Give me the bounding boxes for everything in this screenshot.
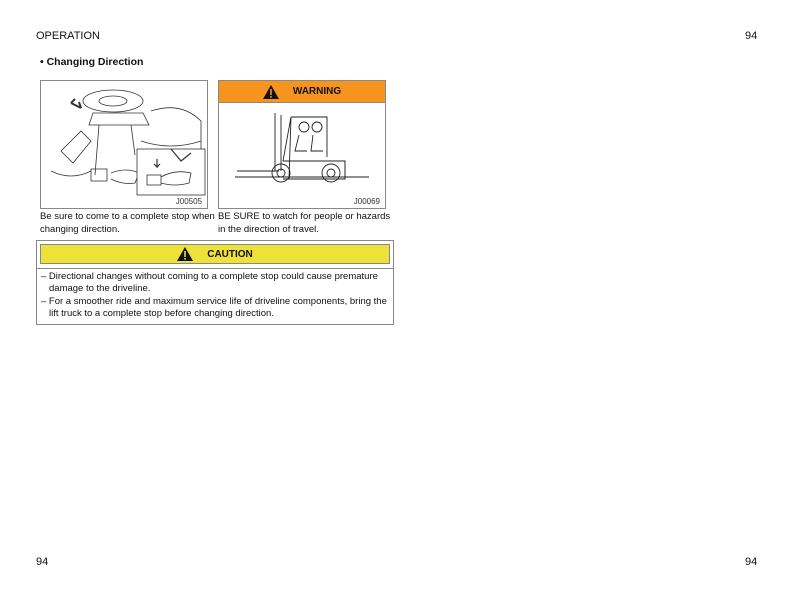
figure-left-caption: Be sure to come to a complete stop when changing direction. — [40, 211, 215, 235]
caution-triangle-icon — [177, 247, 193, 261]
page-number-bottom-left: 94 — [36, 556, 49, 568]
forklift-illustration — [219, 103, 385, 193]
caution-item: – Directional changes without coming to a complete stop could cause premature damage to the driveline. — [41, 271, 378, 295]
figure-id: J00505 — [175, 197, 202, 206]
caution-banner — [40, 244, 390, 264]
figure-right-caption: BE SURE to watch for people or hazards in the direction of travel. — [218, 211, 391, 235]
section-heading: • Changing Direction — [40, 56, 144, 68]
figure-left — [40, 80, 208, 209]
steering-pedal-illustration — [41, 81, 207, 196]
figure-id: J00069 — [353, 197, 380, 206]
caution-item: – For a smoother ride and maximum service life of driveline components, bring the lift truck to a complete stop before changing direction. — [41, 295, 387, 319]
page-number-top: 94 — [745, 30, 758, 42]
divider — [37, 268, 393, 269]
section-title: OPERATION — [36, 30, 100, 42]
warning-triangle-icon — [263, 85, 279, 99]
figure-right — [218, 80, 386, 209]
warning-banner — [219, 81, 385, 103]
caution-label: CAUTION — [207, 248, 253, 260]
page-number-bottom-right: 94 — [745, 556, 758, 568]
warning-label: WARNING — [292, 86, 342, 97]
caution-box — [36, 240, 394, 325]
